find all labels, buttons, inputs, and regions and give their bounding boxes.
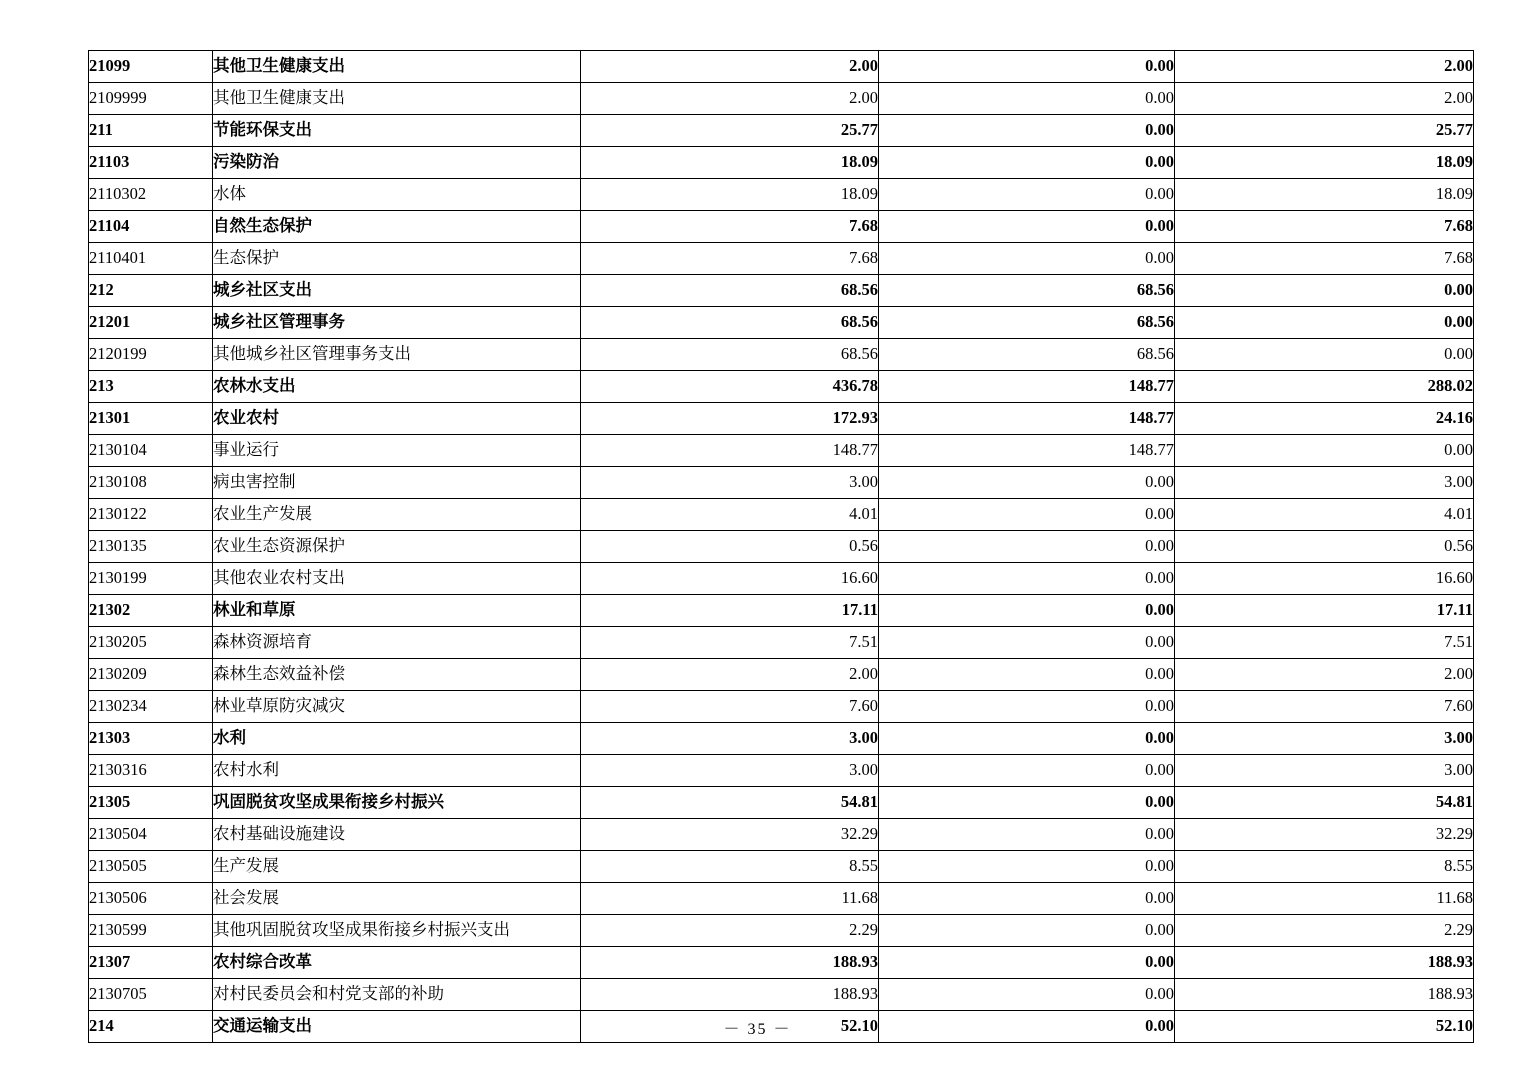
cell-subject-name: 其他巩固脱贫攻坚成果衔接乡村振兴支出 xyxy=(213,915,581,947)
cell-total: 11.68 xyxy=(581,883,879,915)
cell-fund-budget: 25.77 xyxy=(1175,115,1474,147)
cell-subject-name: 农村水利 xyxy=(213,755,581,787)
cell-general-budget: 0.00 xyxy=(879,691,1175,723)
cell-fund-budget: 0.00 xyxy=(1175,307,1474,339)
cell-general-budget: 0.00 xyxy=(879,979,1175,1011)
cell-general-budget: 0.00 xyxy=(879,1011,1175,1043)
cell-subject-name: 水利 xyxy=(213,723,581,755)
cell-total: 54.81 xyxy=(581,787,879,819)
cell-subject-name: 其他农业农村支出 xyxy=(213,563,581,595)
cell-total: 7.51 xyxy=(581,627,879,659)
cell-total: 0.56 xyxy=(581,531,879,563)
table-row xyxy=(89,659,1474,691)
cell-general-budget: 0.00 xyxy=(879,179,1175,211)
cell-subject-code: 21303 xyxy=(89,723,213,755)
cell-total: 2.29 xyxy=(581,915,879,947)
cell-subject-name: 城乡社区管理事务 xyxy=(213,307,581,339)
cell-general-budget: 148.77 xyxy=(879,403,1175,435)
cell-general-budget: 0.00 xyxy=(879,627,1175,659)
cell-subject-code: 21305 xyxy=(89,787,213,819)
cell-general-budget: 0.00 xyxy=(879,659,1175,691)
table-row xyxy=(89,627,1474,659)
cell-total: 52.10 xyxy=(581,1011,879,1043)
cell-subject-name: 水体 xyxy=(213,179,581,211)
cell-fund-budget: 0.00 xyxy=(1175,275,1474,307)
cell-subject-name: 生产发展 xyxy=(213,851,581,883)
cell-total: 7.60 xyxy=(581,691,879,723)
cell-subject-code: 2130108 xyxy=(89,467,213,499)
table-row xyxy=(89,531,1474,563)
cell-subject-code: 2110302 xyxy=(89,179,213,211)
cell-total: 3.00 xyxy=(581,755,879,787)
cell-total: 2.00 xyxy=(581,83,879,115)
cell-subject-code: 2110401 xyxy=(89,243,213,275)
cell-subject-code: 21103 xyxy=(89,147,213,179)
cell-subject-code: 2109999 xyxy=(89,83,213,115)
cell-total: 3.00 xyxy=(581,467,879,499)
cell-subject-code: 2130505 xyxy=(89,851,213,883)
cell-total: 188.93 xyxy=(581,947,879,979)
cell-fund-budget: 18.09 xyxy=(1175,147,1474,179)
cell-fund-budget: 2.29 xyxy=(1175,915,1474,947)
cell-subject-code: 21302 xyxy=(89,595,213,627)
cell-subject-code: 21104 xyxy=(89,211,213,243)
cell-fund-budget: 288.02 xyxy=(1175,371,1474,403)
cell-subject-name: 其他城乡社区管理事务支出 xyxy=(213,339,581,371)
cell-fund-budget: 0.00 xyxy=(1175,435,1474,467)
table-row xyxy=(89,979,1474,1011)
table-row xyxy=(89,243,1474,275)
cell-subject-code: 2130316 xyxy=(89,755,213,787)
table-row xyxy=(89,787,1474,819)
cell-subject-name: 对村民委员会和村党支部的补助 xyxy=(213,979,581,1011)
cell-general-budget: 0.00 xyxy=(879,819,1175,851)
cell-total: 4.01 xyxy=(581,499,879,531)
table-row xyxy=(89,371,1474,403)
cell-subject-code: 2130705 xyxy=(89,979,213,1011)
cell-fund-budget: 2.00 xyxy=(1175,659,1474,691)
cell-total: 32.29 xyxy=(581,819,879,851)
cell-total: 18.09 xyxy=(581,147,879,179)
table-row xyxy=(89,307,1474,339)
cell-fund-budget: 17.11 xyxy=(1175,595,1474,627)
table-row xyxy=(89,819,1474,851)
table-body xyxy=(89,51,1474,1043)
cell-total: 16.60 xyxy=(581,563,879,595)
budget-expenditure-table xyxy=(88,50,1474,1043)
cell-fund-budget: 2.00 xyxy=(1175,51,1474,83)
cell-general-budget: 0.00 xyxy=(879,947,1175,979)
cell-total: 2.00 xyxy=(581,51,879,83)
cell-subject-code: 2130205 xyxy=(89,627,213,659)
table-row xyxy=(89,883,1474,915)
cell-general-budget: 0.00 xyxy=(879,755,1175,787)
cell-subject-name: 森林生态效益补偿 xyxy=(213,659,581,691)
cell-subject-code: 214 xyxy=(89,1011,213,1043)
cell-fund-budget: 18.09 xyxy=(1175,179,1474,211)
cell-subject-name: 森林资源培育 xyxy=(213,627,581,659)
cell-subject-code: 2130135 xyxy=(89,531,213,563)
cell-general-budget: 68.56 xyxy=(879,307,1175,339)
table-row xyxy=(89,339,1474,371)
cell-total: 25.77 xyxy=(581,115,879,147)
page-number: － 35 － xyxy=(723,1021,792,1038)
table-row xyxy=(89,595,1474,627)
cell-subject-name: 林业草原防灾减灾 xyxy=(213,691,581,723)
cell-total: 68.56 xyxy=(581,275,879,307)
cell-subject-code: 2130234 xyxy=(89,691,213,723)
table-row xyxy=(89,51,1474,83)
cell-subject-name: 节能环保支出 xyxy=(213,115,581,147)
cell-general-budget: 0.00 xyxy=(879,531,1175,563)
cell-general-budget: 68.56 xyxy=(879,339,1175,371)
table-row xyxy=(89,147,1474,179)
cell-general-budget: 0.00 xyxy=(879,787,1175,819)
cell-general-budget: 0.00 xyxy=(879,883,1175,915)
cell-subject-name: 农业生产发展 xyxy=(213,499,581,531)
cell-total: 17.11 xyxy=(581,595,879,627)
cell-fund-budget: 4.01 xyxy=(1175,499,1474,531)
table-row xyxy=(89,179,1474,211)
table-row xyxy=(89,691,1474,723)
cell-subject-code: 2130599 xyxy=(89,915,213,947)
cell-general-budget: 0.00 xyxy=(879,211,1175,243)
cell-fund-budget: 7.68 xyxy=(1175,211,1474,243)
cell-subject-name: 污染防治 xyxy=(213,147,581,179)
cell-general-budget: 148.77 xyxy=(879,435,1175,467)
table-row xyxy=(89,115,1474,147)
cell-general-budget: 0.00 xyxy=(879,243,1175,275)
table-row xyxy=(89,275,1474,307)
cell-general-budget: 0.00 xyxy=(879,595,1175,627)
cell-fund-budget: 52.10 xyxy=(1175,1011,1474,1043)
cell-total: 436.78 xyxy=(581,371,879,403)
cell-subject-code: 213 xyxy=(89,371,213,403)
cell-general-budget: 0.00 xyxy=(879,83,1175,115)
table-row xyxy=(89,211,1474,243)
cell-fund-budget: 32.29 xyxy=(1175,819,1474,851)
cell-fund-budget: 7.68 xyxy=(1175,243,1474,275)
cell-fund-budget: 7.60 xyxy=(1175,691,1474,723)
table-row xyxy=(89,947,1474,979)
cell-general-budget: 0.00 xyxy=(879,851,1175,883)
cell-fund-budget: 0.00 xyxy=(1175,339,1474,371)
cell-total: 7.68 xyxy=(581,243,879,275)
cell-fund-budget: 54.81 xyxy=(1175,787,1474,819)
cell-fund-budget: 0.56 xyxy=(1175,531,1474,563)
cell-subject-code: 2130104 xyxy=(89,435,213,467)
cell-fund-budget: 3.00 xyxy=(1175,755,1474,787)
table-row xyxy=(89,755,1474,787)
cell-subject-code: 21307 xyxy=(89,947,213,979)
cell-general-budget: 148.77 xyxy=(879,371,1175,403)
cell-total: 188.93 xyxy=(581,979,879,1011)
cell-total: 8.55 xyxy=(581,851,879,883)
cell-fund-budget: 188.93 xyxy=(1175,947,1474,979)
table-row xyxy=(89,435,1474,467)
cell-general-budget: 0.00 xyxy=(879,115,1175,147)
table-row xyxy=(89,723,1474,755)
cell-subject-name: 农林水支出 xyxy=(213,371,581,403)
cell-general-budget: 0.00 xyxy=(879,499,1175,531)
cell-subject-name: 农业农村 xyxy=(213,403,581,435)
cell-subject-name: 农业生态资源保护 xyxy=(213,531,581,563)
cell-fund-budget: 11.68 xyxy=(1175,883,1474,915)
cell-subject-code: 21099 xyxy=(89,51,213,83)
cell-general-budget: 0.00 xyxy=(879,563,1175,595)
cell-subject-code: 211 xyxy=(89,115,213,147)
cell-general-budget: 0.00 xyxy=(879,51,1175,83)
cell-subject-name: 巩固脱贫攻坚成果衔接乡村振兴 xyxy=(213,787,581,819)
cell-general-budget: 0.00 xyxy=(879,467,1175,499)
cell-subject-code: 2130209 xyxy=(89,659,213,691)
cell-subject-name: 社会发展 xyxy=(213,883,581,915)
table-row xyxy=(89,83,1474,115)
cell-subject-code: 212 xyxy=(89,275,213,307)
cell-subject-code: 21201 xyxy=(89,307,213,339)
cell-subject-name: 农村综合改革 xyxy=(213,947,581,979)
cell-subject-name: 城乡社区支出 xyxy=(213,275,581,307)
cell-fund-budget: 16.60 xyxy=(1175,563,1474,595)
cell-total: 172.93 xyxy=(581,403,879,435)
cell-subject-name: 其他卫生健康支出 xyxy=(213,51,581,83)
cell-fund-budget: 24.16 xyxy=(1175,403,1474,435)
cell-fund-budget: 188.93 xyxy=(1175,979,1474,1011)
cell-fund-budget: 8.55 xyxy=(1175,851,1474,883)
cell-total: 7.68 xyxy=(581,211,879,243)
cell-subject-name: 事业运行 xyxy=(213,435,581,467)
cell-subject-code: 2130199 xyxy=(89,563,213,595)
table-row xyxy=(89,499,1474,531)
cell-general-budget: 68.56 xyxy=(879,275,1175,307)
cell-general-budget: 0.00 xyxy=(879,723,1175,755)
cell-total: 2.00 xyxy=(581,659,879,691)
cell-subject-name: 交通运输支出 xyxy=(213,1011,581,1043)
cell-subject-code: 2130504 xyxy=(89,819,213,851)
cell-total: 68.56 xyxy=(581,339,879,371)
cell-total: 68.56 xyxy=(581,307,879,339)
table-row xyxy=(89,915,1474,947)
table-row xyxy=(89,851,1474,883)
cell-subject-code: 2120199 xyxy=(89,339,213,371)
cell-general-budget: 0.00 xyxy=(879,915,1175,947)
cell-fund-budget: 7.51 xyxy=(1175,627,1474,659)
cell-fund-budget: 3.00 xyxy=(1175,723,1474,755)
cell-total: 3.00 xyxy=(581,723,879,755)
cell-subject-name: 病虫害控制 xyxy=(213,467,581,499)
cell-subject-name: 其他卫生健康支出 xyxy=(213,83,581,115)
cell-fund-budget: 2.00 xyxy=(1175,83,1474,115)
cell-subject-name: 自然生态保护 xyxy=(213,211,581,243)
cell-subject-code: 2130122 xyxy=(89,499,213,531)
table-row xyxy=(89,403,1474,435)
table-row xyxy=(89,563,1474,595)
cell-subject-code: 2130506 xyxy=(89,883,213,915)
cell-subject-name: 农村基础设施建设 xyxy=(213,819,581,851)
cell-subject-name: 生态保护 xyxy=(213,243,581,275)
cell-fund-budget: 3.00 xyxy=(1175,467,1474,499)
cell-total: 18.09 xyxy=(581,179,879,211)
cell-general-budget: 0.00 xyxy=(879,147,1175,179)
cell-subject-code: 21301 xyxy=(89,403,213,435)
cell-total: 148.77 xyxy=(581,435,879,467)
table-row xyxy=(89,467,1474,499)
cell-subject-name: 林业和草原 xyxy=(213,595,581,627)
